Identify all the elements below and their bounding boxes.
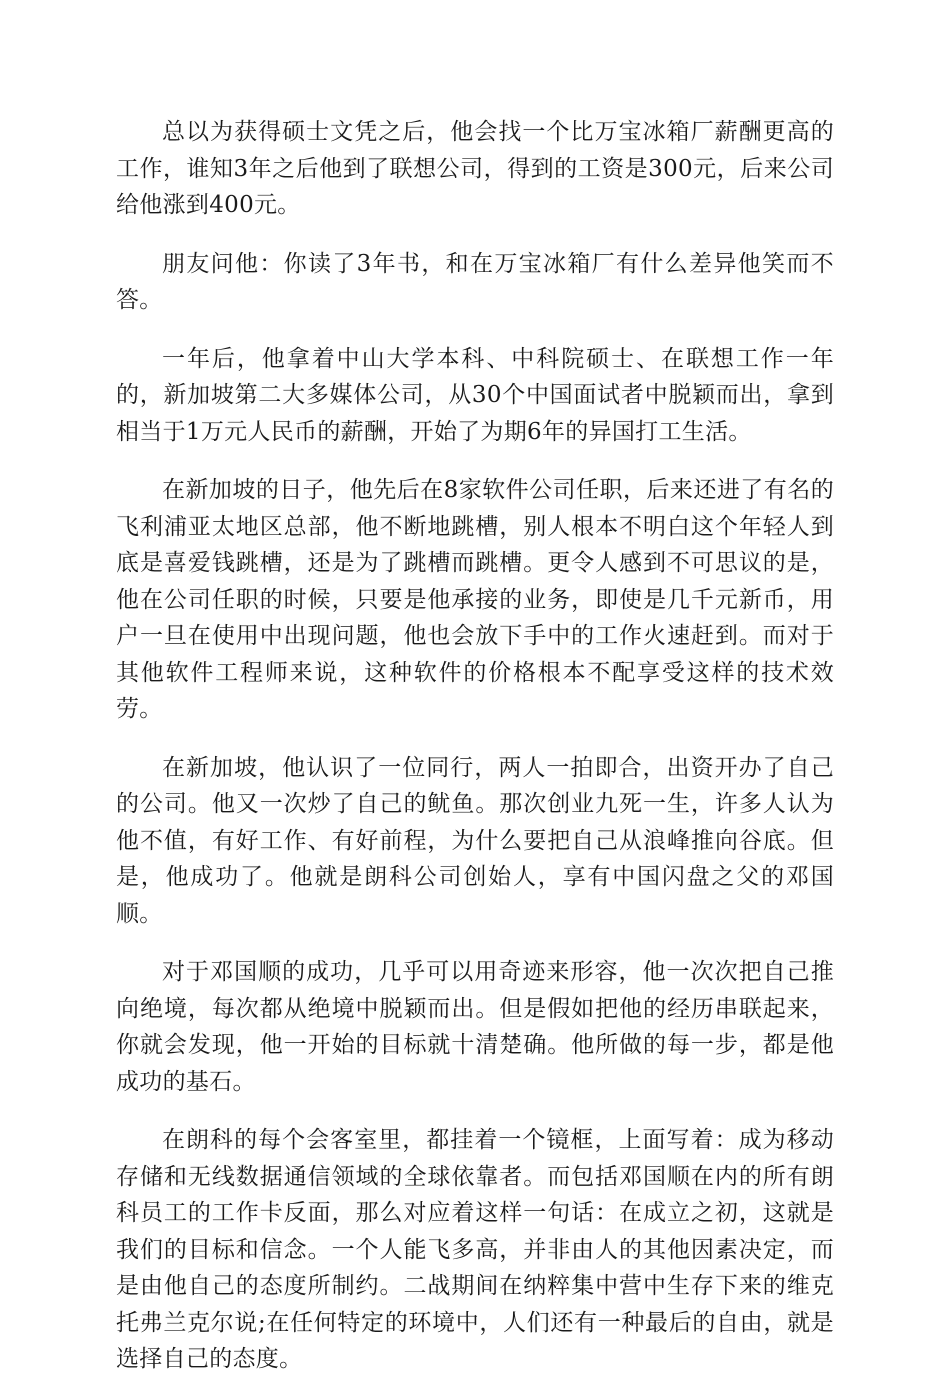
paragraph-2: 朋友问他：你读了3年书，和在万宝冰箱厂有什么差异他笑而不答。 [116, 250, 834, 313]
paragraph-3: 一年后，他拿着中山大学本科、中科院硕士、在联想工作一年的，新加坡第二大多媒体公司，从30个中国面试者中脱颖而出，拿到相当于1万元人民币的薪酬，开始了为期6年的异国打工生活。 [116, 345, 834, 445]
paragraph-4: 在新加坡的日子，他先后在8家软件公司任职，后来还进了有名的飞利浦亚太地区总部，他不断地跳槽，别人根本不明白这个年轻人到底是喜爱钱跳槽，还是为了跳槽而跳槽。更令人感到不可思议的是，他在公司任职的时候，只要是他承接的业务，即使是几千元新币，用户一旦在使用中出现问题，他也会放下手中的工作火速赶到。而对于其他软件工程师来说，这种软件的价格根本不配享受这样的技术效劳。 [116, 477, 834, 722]
paragraph-1: 总以为获得硕士文凭之后，他会找一个比万宝冰箱厂薪酬更高的工作，谁知3年之后他到了联想公司，得到的工资是300元，后来公司给他涨到400元。 [116, 119, 834, 218]
paragraph-5: 在新加坡，他认识了一位同行，两人一拍即合，出资开办了自己的公司。他又一次炒了自己的鱿鱼。那次创业九死一生，许多人认为他不值，有好工作、有好前程，为什么要把自己从浪峰推向谷底。但是，他成功了。他就是朗科公司创始人，享有中国闪盘之父的邓国顺。 [116, 754, 834, 927]
document-body [116, 114, 834, 1400]
paragraph-6: 对于邓国顺的成功，几乎可以用奇迹来形容，他一次次把自己推向绝境，每次都从绝境中脱颖而出。但是假如把他的经历串联起来，你就会发现，他一开始的目标就十清楚确。他所做的每一步，都是他成功的基石。 [116, 959, 834, 1095]
paragraph-7: 在朗科的每个会客室里，都挂着一个镜框，上面写着：成为移动存储和无线数据通信领域的全球依靠者。而包括邓国顺在内的所有朗科员工的工作卡反面，那么对应着这样一句话：在成立之初，这就是我们的目标和信念。一个人能飞多高，并非由人的其他因素决定，而是由他自己的态度所制约。二战期间在纳粹集中营中生存下来的维克托弗兰克尔说;在任何特定的环境中，人们还有一种最后的自由，就是选择自己的态度。 [116, 1127, 834, 1372]
